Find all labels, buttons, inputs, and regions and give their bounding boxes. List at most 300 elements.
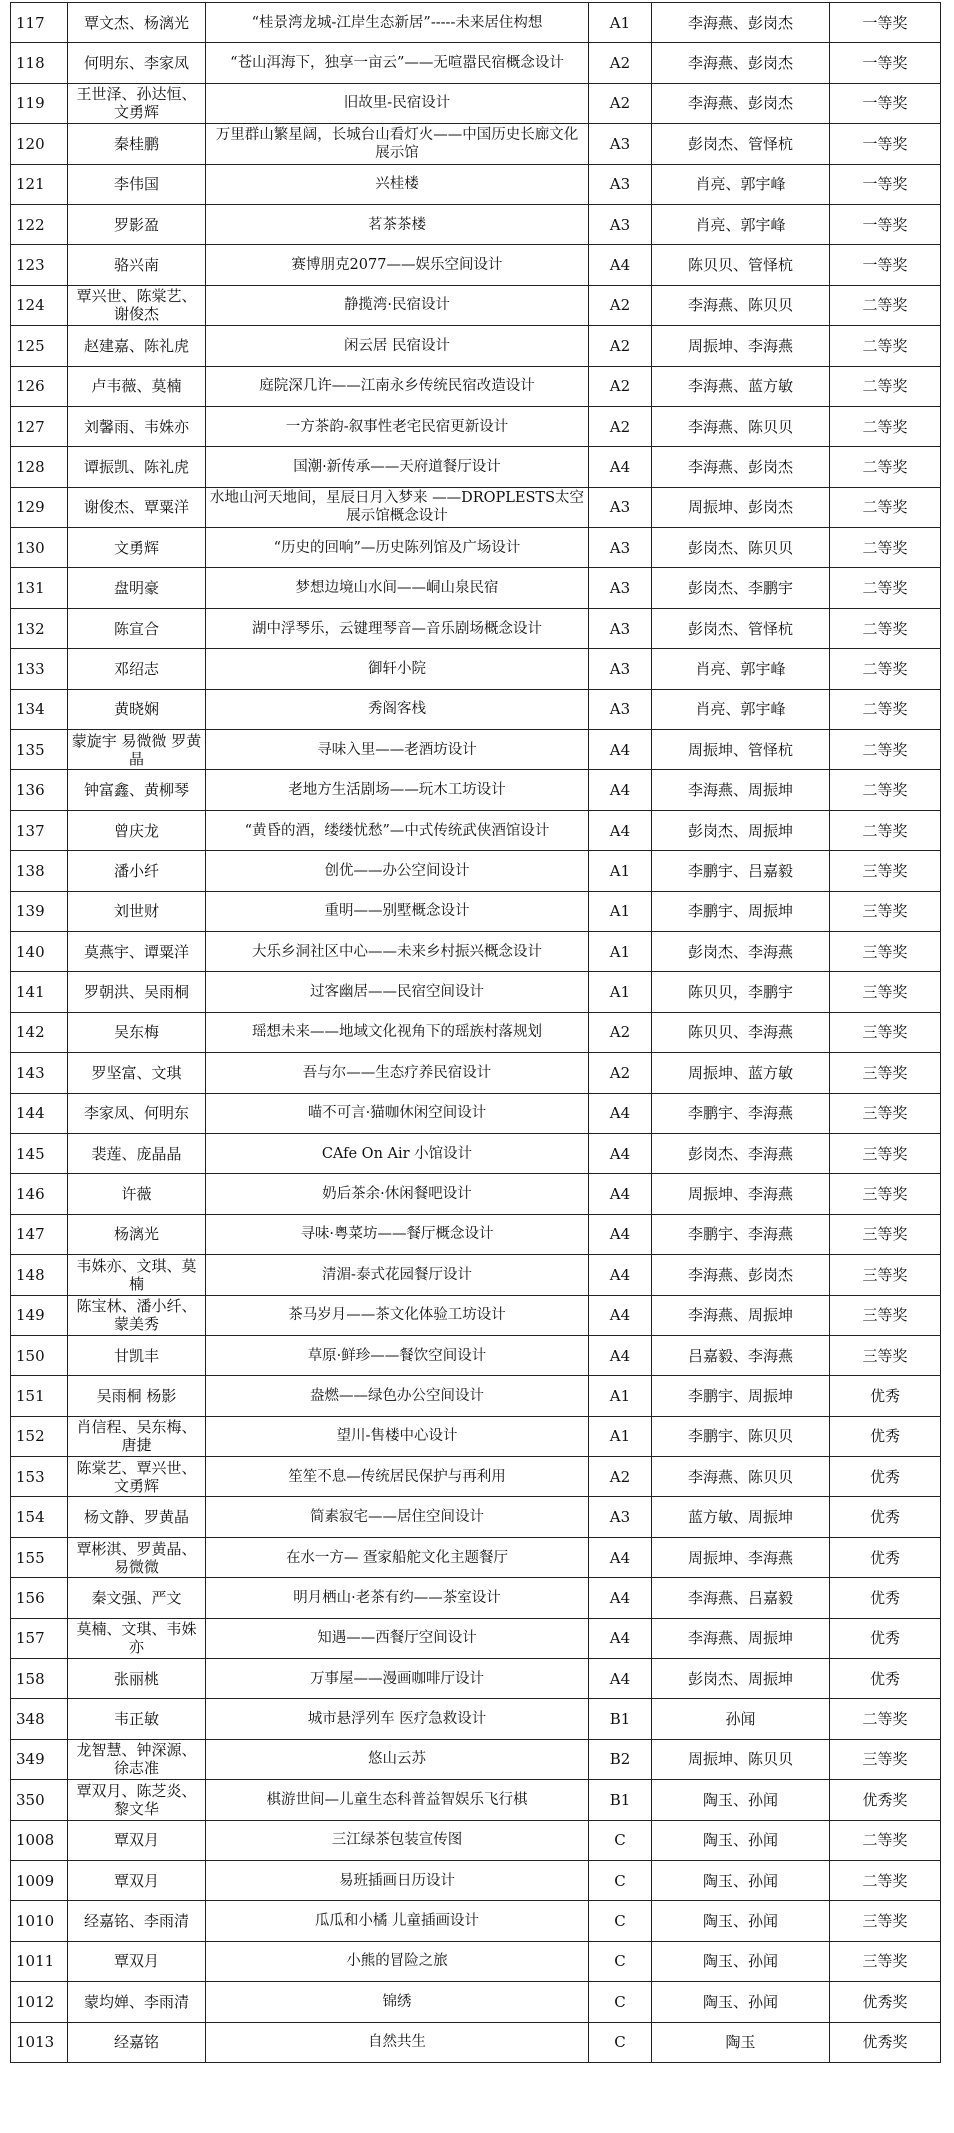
table-row (11, 528, 941, 568)
entry-authors: 杨文静、罗黄晶 (68, 1497, 206, 1537)
table-row (11, 1174, 941, 1214)
entry-group: A4 (589, 810, 652, 850)
entry-group: C (589, 1982, 652, 2022)
entry-authors: 谢俊杰、覃粟洋 (68, 487, 206, 527)
entry-award: 三等奖 (830, 1012, 941, 1052)
entry-advisors: 陶玉、孙闻 (652, 1780, 830, 1820)
entry-title: 梦想边境山水间——峒山泉民宿 (206, 568, 589, 608)
entry-advisors: 陶玉、孙闻 (652, 1941, 830, 1981)
entry-number: 138 (11, 851, 68, 891)
entry-group: C (589, 1901, 652, 1941)
entry-authors: 谭振凯、陈礼虎 (68, 447, 206, 487)
entry-number: 158 (11, 1659, 68, 1699)
table-row (11, 608, 941, 648)
entry-authors: 何明东、李家凤 (68, 43, 206, 83)
entry-group: A2 (589, 83, 652, 123)
entry-authors: 杨漓光 (68, 1214, 206, 1254)
entry-award: 优秀 (830, 1457, 941, 1497)
entry-number: 129 (11, 487, 68, 527)
entry-authors: 覃兴世、陈棠艺、谢俊杰 (68, 285, 206, 325)
entry-advisors: 陶玉、孙闻 (652, 1820, 830, 1860)
entry-number: 1008 (11, 1820, 68, 1860)
entry-group: A4 (589, 1537, 652, 1577)
entry-award: 一等奖 (830, 164, 941, 204)
entry-group: A4 (589, 1335, 652, 1375)
entry-award: 二等奖 (830, 810, 941, 850)
entry-number: 139 (11, 891, 68, 931)
entry-number: 118 (11, 43, 68, 83)
entry-award: 三等奖 (830, 1335, 941, 1375)
entry-group: A1 (589, 3, 652, 43)
entry-authors: 莫楠、文琪、韦姝亦 (68, 1618, 206, 1658)
entry-advisors: 李鹏宇、陈贝贝 (652, 1416, 830, 1456)
entry-group: A1 (589, 1376, 652, 1416)
entry-advisors: 彭岗杰、李海燕 (652, 1133, 830, 1173)
entry-advisors: 李鹏宇、周振坤 (652, 891, 830, 931)
entry-title: “黄昏的酒，缕缕忧愁”—中式传统武侠酒馆设计 (206, 810, 589, 850)
entry-number: 350 (11, 1780, 68, 1820)
entry-advisors: 李海燕、彭岗杰 (652, 43, 830, 83)
entry-group: A4 (589, 1255, 652, 1295)
entry-award: 二等奖 (830, 770, 941, 810)
entry-award: 优秀 (830, 1497, 941, 1537)
entry-number: 150 (11, 1335, 68, 1375)
entry-authors: 覃双月 (68, 1860, 206, 1900)
table-row (11, 1659, 941, 1699)
entry-title: 老地方生活剧场——玩木工坊设计 (206, 770, 589, 810)
entry-title: 易班插画日历设计 (206, 1860, 589, 1900)
entry-advisors: 李海燕、彭岗杰 (652, 1255, 830, 1295)
entry-authors: 张丽桃 (68, 1659, 206, 1699)
table-row (11, 447, 941, 487)
entry-award: 二等奖 (830, 528, 941, 568)
entry-number: 1009 (11, 1860, 68, 1900)
entry-group: A4 (589, 1659, 652, 1699)
entry-title: 重明——别墅概念设计 (206, 891, 589, 931)
entry-authors: 刘世财 (68, 891, 206, 931)
entry-number: 136 (11, 770, 68, 810)
entry-authors: 盘明豪 (68, 568, 206, 608)
entry-title: 御轩小院 (206, 649, 589, 689)
entry-title: 国潮·新传承——天府道餐厅设计 (206, 447, 589, 487)
entry-advisors: 李海燕、陈贝贝 (652, 1457, 830, 1497)
table-row (11, 487, 941, 527)
entry-advisors: 李鹏宇、李海燕 (652, 1214, 830, 1254)
entry-advisors: 李海燕、彭岗杰 (652, 3, 830, 43)
table-row (11, 1214, 941, 1254)
entry-group: B2 (589, 1739, 652, 1779)
table-row (11, 2022, 941, 2062)
entry-award: 三等奖 (830, 891, 941, 931)
entry-advisors: 李鹏宇、周振坤 (652, 1376, 830, 1416)
entry-authors: 刘馨雨、韦姝亦 (68, 406, 206, 446)
entry-number: 1012 (11, 1982, 68, 2022)
entry-authors: 潘小纤 (68, 851, 206, 891)
table-row (11, 649, 941, 689)
entry-title: 万事屋——漫画咖啡厅设计 (206, 1659, 589, 1699)
entry-title: 望川-售楼中心设计 (206, 1416, 589, 1456)
entry-title: 寻味·粤菜坊——餐厅概念设计 (206, 1214, 589, 1254)
table-row (11, 1053, 941, 1093)
entry-award: 优秀奖 (830, 1780, 941, 1820)
entry-title: 茗茶茶楼 (206, 204, 589, 244)
entry-authors: 秦文强、严文 (68, 1578, 206, 1618)
entry-group: A2 (589, 43, 652, 83)
entry-number: 121 (11, 164, 68, 204)
entry-authors: 覃彬淇、罗黄晶、易微微 (68, 1537, 206, 1577)
entry-advisors: 吕嘉毅、李海燕 (652, 1335, 830, 1375)
award-table-body (11, 3, 941, 2063)
entry-group: A4 (589, 1214, 652, 1254)
entry-number: 147 (11, 1214, 68, 1254)
entry-authors: 卢韦薇、莫楠 (68, 366, 206, 406)
entry-authors: 赵建嘉、陈礼虎 (68, 326, 206, 366)
entry-number: 146 (11, 1174, 68, 1214)
entry-title: 城市悬浮列车 医疗急救设计 (206, 1699, 589, 1739)
entry-group: A2 (589, 1053, 652, 1093)
table-row (11, 851, 941, 891)
entry-authors: 陈宝林、潘小纤、蒙美秀 (68, 1295, 206, 1335)
entry-group: A2 (589, 1012, 652, 1052)
entry-advisors: 彭岗杰、周振坤 (652, 1659, 830, 1699)
entry-title: 自然共生 (206, 2022, 589, 2062)
entry-advisors: 陈贝贝、李海燕 (652, 1012, 830, 1052)
entry-number: 349 (11, 1739, 68, 1779)
entry-advisors: 陶玉、孙闻 (652, 1982, 830, 2022)
entry-title: 知遇——西餐厅空间设计 (206, 1618, 589, 1658)
entry-title: 清湄-泰式花园餐厅设计 (206, 1255, 589, 1295)
entry-advisors: 李海燕、彭岗杰 (652, 83, 830, 123)
entry-award: 二等奖 (830, 1699, 941, 1739)
entry-number: 130 (11, 528, 68, 568)
entry-number: 117 (11, 3, 68, 43)
entry-number: 124 (11, 285, 68, 325)
entry-title: 兴桂楼 (206, 164, 589, 204)
entry-title: 湖中浮琴乐，云键理琴音—音乐剧场概念设计 (206, 608, 589, 648)
entry-title: 庭院深几许——江南永乡传统民宿改造设计 (206, 366, 589, 406)
entry-authors: 钟富鑫、黄柳琴 (68, 770, 206, 810)
entry-award: 三等奖 (830, 1295, 941, 1335)
entry-authors: 覃双月、陈芝炎、黎文华 (68, 1780, 206, 1820)
entry-title: 瑶想未来——地域文化视角下的瑶族村落规划 (206, 1012, 589, 1052)
entry-authors: 罗朝洪、吴雨桐 (68, 972, 206, 1012)
table-row (11, 931, 941, 971)
entry-advisors: 周振坤、李海燕 (652, 1174, 830, 1214)
entry-advisors: 李鹏宇、吕嘉毅 (652, 851, 830, 891)
entry-advisors: 李海燕、陈贝贝 (652, 406, 830, 446)
entry-group: C (589, 2022, 652, 2062)
entry-title: “苍山洱海下，独享一亩云”——无喧嚣民宿概念设计 (206, 43, 589, 83)
entry-award: 二等奖 (830, 1820, 941, 1860)
entry-group: A1 (589, 972, 652, 1012)
table-row (11, 689, 941, 729)
entry-award: 优秀 (830, 1578, 941, 1618)
entry-authors: 秦桂鹏 (68, 124, 206, 164)
table-row (11, 1416, 941, 1456)
entry-group: A3 (589, 649, 652, 689)
entry-group: A3 (589, 164, 652, 204)
entry-advisors: 李海燕、周振坤 (652, 770, 830, 810)
entry-authors: 王世泽、孙达恒、文勇辉 (68, 83, 206, 123)
table-row (11, 83, 941, 123)
table-row (11, 1295, 941, 1335)
entry-group: A4 (589, 770, 652, 810)
entry-group: A3 (589, 204, 652, 244)
entry-number: 133 (11, 649, 68, 689)
table-row (11, 1133, 941, 1173)
entry-award: 三等奖 (830, 851, 941, 891)
table-row (11, 406, 941, 446)
entry-advisors: 李海燕、周振坤 (652, 1295, 830, 1335)
table-row (11, 1457, 941, 1497)
entry-award: 二等奖 (830, 326, 941, 366)
entry-advisors: 孙闻 (652, 1699, 830, 1739)
entry-group: A1 (589, 1416, 652, 1456)
entry-authors: 覃文杰、杨漓光 (68, 3, 206, 43)
entry-authors: 李伟国 (68, 164, 206, 204)
entry-award: 二等奖 (830, 649, 941, 689)
table-row (11, 124, 941, 164)
table-row (11, 1739, 941, 1779)
entry-award: 二等奖 (830, 730, 941, 770)
entry-advisors: 陈贝贝、管怿杭 (652, 245, 830, 285)
entry-group: A4 (589, 1578, 652, 1618)
entry-award: 一等奖 (830, 43, 941, 83)
table-row (11, 730, 941, 770)
entry-group: A1 (589, 851, 652, 891)
entry-title: 盎燃——绿色办公空间设计 (206, 1376, 589, 1416)
entry-advisors: 肖亮、郭宇峰 (652, 164, 830, 204)
entry-award: 优秀 (830, 1416, 941, 1456)
entry-number: 132 (11, 608, 68, 648)
entry-award: 二等奖 (830, 366, 941, 406)
entry-number: 1013 (11, 2022, 68, 2062)
entry-authors: 裴莲、庞晶晶 (68, 1133, 206, 1173)
entry-advisors: 彭岗杰、周振坤 (652, 810, 830, 850)
entry-group: A4 (589, 245, 652, 285)
entry-advisors: 陶玉 (652, 2022, 830, 2062)
entry-authors: 陈宣合 (68, 608, 206, 648)
entry-group: A2 (589, 406, 652, 446)
entry-award: 一等奖 (830, 83, 941, 123)
entry-award: 二等奖 (830, 487, 941, 527)
entry-group: A4 (589, 447, 652, 487)
entry-title: 一方茶韵-叙事性老宅民宿更新设计 (206, 406, 589, 446)
table-row (11, 164, 941, 204)
entry-number: 1010 (11, 1901, 68, 1941)
entry-group: C (589, 1860, 652, 1900)
entry-number: 123 (11, 245, 68, 285)
entry-award: 优秀 (830, 1659, 941, 1699)
entry-advisors: 彭岗杰、管怿杭 (652, 608, 830, 648)
entry-authors: 李家凤、何明东 (68, 1093, 206, 1133)
table-row (11, 1618, 941, 1658)
entry-title: 水地山河天地间，星辰日月入梦来 ——DROPLESTS太空展示馆概念设计 (206, 487, 589, 527)
table-row (11, 204, 941, 244)
entry-advisors: 彭岗杰、李鹏宇 (652, 568, 830, 608)
table-row (11, 3, 941, 43)
entry-advisors: 周振坤、李海燕 (652, 1537, 830, 1577)
entry-group: C (589, 1941, 652, 1981)
entry-authors: 吴东梅 (68, 1012, 206, 1052)
entry-title: 吾与尔——生态疗养民宿设计 (206, 1053, 589, 1093)
entry-award: 二等奖 (830, 689, 941, 729)
entry-number: 1011 (11, 1941, 68, 1981)
entry-advisors: 李海燕、蓝方敏 (652, 366, 830, 406)
entry-authors: 蒙均婵、李雨清 (68, 1982, 206, 2022)
entry-award: 二等奖 (830, 447, 941, 487)
entry-award: 三等奖 (830, 1214, 941, 1254)
table-row (11, 770, 941, 810)
entry-authors: 陈棠艺、覃兴世、文勇辉 (68, 1457, 206, 1497)
entry-title: 悠山云苏 (206, 1739, 589, 1779)
entry-title: 笙笙不息—传统居民保护与再利用 (206, 1457, 589, 1497)
entry-number: 143 (11, 1053, 68, 1093)
entry-title: 在水一方— 疍家船舵文化主题餐厅 (206, 1537, 589, 1577)
entry-authors: 黄晓娴 (68, 689, 206, 729)
entry-award: 优秀 (830, 1618, 941, 1658)
entry-number: 134 (11, 689, 68, 729)
entry-number: 157 (11, 1618, 68, 1658)
entry-authors: 曾庆龙 (68, 810, 206, 850)
entry-group: A4 (589, 1093, 652, 1133)
entry-advisors: 彭岗杰、李海燕 (652, 931, 830, 971)
entry-group: B1 (589, 1780, 652, 1820)
entry-authors: 覃双月 (68, 1941, 206, 1981)
entry-title: 小熊的冒险之旅 (206, 1941, 589, 1981)
entry-title: 过客幽居——民宿空间设计 (206, 972, 589, 1012)
table-row (11, 1860, 941, 1900)
entry-advisors: 蓝方敏、周振坤 (652, 1497, 830, 1537)
entry-number: 145 (11, 1133, 68, 1173)
entry-authors: 许薇 (68, 1174, 206, 1214)
entry-group: A4 (589, 730, 652, 770)
entry-award: 一等奖 (830, 124, 941, 164)
entry-award: 优秀 (830, 1537, 941, 1577)
entry-advisors: 周振坤、蓝方敏 (652, 1053, 830, 1093)
entry-advisors: 李海燕、吕嘉毅 (652, 1578, 830, 1618)
entry-title: 赛博朋克2077——娱乐空间设计 (206, 245, 589, 285)
entry-number: 125 (11, 326, 68, 366)
entry-award: 二等奖 (830, 568, 941, 608)
table-row (11, 972, 941, 1012)
table-row (11, 1820, 941, 1860)
entry-group: C (589, 1820, 652, 1860)
table-row (11, 1982, 941, 2022)
entry-advisors: 肖亮、郭宇峰 (652, 689, 830, 729)
entry-advisors: 李鹏宇、李海燕 (652, 1093, 830, 1133)
entry-group: A3 (589, 487, 652, 527)
entry-advisors: 周振坤、管怿杭 (652, 730, 830, 770)
entry-award: 一等奖 (830, 204, 941, 244)
entry-award: 优秀奖 (830, 1982, 941, 2022)
entry-authors: 蒙旋宇 易微微 罗黄晶 (68, 730, 206, 770)
entry-award: 三等奖 (830, 931, 941, 971)
entry-award: 一等奖 (830, 3, 941, 43)
entry-group: A3 (589, 568, 652, 608)
entry-number: 153 (11, 1457, 68, 1497)
entry-title: 喵不可言·猫咖休闲空间设计 (206, 1093, 589, 1133)
entry-authors: 罗影盈 (68, 204, 206, 244)
entry-title: 静揽湾·民宿设计 (206, 285, 589, 325)
entry-title: 棋游世间—儿童生态科普益智娱乐飞行棋 (206, 1780, 589, 1820)
entry-authors: 骆兴南 (68, 245, 206, 285)
entry-award: 三等奖 (830, 1255, 941, 1295)
entry-award: 三等奖 (830, 1133, 941, 1173)
entry-title: “桂景湾龙城-江岸生态新居”-----未来居住构想 (206, 3, 589, 43)
entry-group: A4 (589, 1174, 652, 1214)
table-row (11, 1255, 941, 1295)
entry-group: A3 (589, 689, 652, 729)
entry-number: 122 (11, 204, 68, 244)
entry-number: 154 (11, 1497, 68, 1537)
entry-group: B1 (589, 1699, 652, 1739)
entry-authors: 吴雨桐 杨影 (68, 1376, 206, 1416)
entry-title: 寻味入里——老酒坊设计 (206, 730, 589, 770)
entry-authors: 邓绍志 (68, 649, 206, 689)
entry-award: 优秀 (830, 1376, 941, 1416)
entry-title: 闲云居 民宿设计 (206, 326, 589, 366)
award-table-page (10, 2, 940, 2063)
entry-group: A2 (589, 1457, 652, 1497)
table-row (11, 1578, 941, 1618)
entry-advisors: 李海燕、彭岗杰 (652, 447, 830, 487)
entry-award: 一等奖 (830, 245, 941, 285)
table-row (11, 366, 941, 406)
entry-number: 149 (11, 1295, 68, 1335)
entry-title: 大乐乡洞社区中心——未来乡村振兴概念设计 (206, 931, 589, 971)
entry-title: 旧故里-民宿设计 (206, 83, 589, 123)
entry-number: 119 (11, 83, 68, 123)
entry-award: 三等奖 (830, 1093, 941, 1133)
entry-title: 明月栖山·老茶有约——茶室设计 (206, 1578, 589, 1618)
entry-award: 三等奖 (830, 1053, 941, 1093)
entry-title: CAfe On Air 小馆设计 (206, 1133, 589, 1173)
entry-award: 优秀奖 (830, 2022, 941, 2062)
entry-authors: 韦正敏 (68, 1699, 206, 1739)
entry-number: 137 (11, 810, 68, 850)
entry-title: 简素寂宅——居住空间设计 (206, 1497, 589, 1537)
entry-award: 三等奖 (830, 1901, 941, 1941)
entry-title: 创优——办公空间设计 (206, 851, 589, 891)
entry-group: A3 (589, 528, 652, 568)
entry-group: A2 (589, 326, 652, 366)
table-row (11, 1012, 941, 1052)
entry-number: 141 (11, 972, 68, 1012)
entry-title: 奶后茶余·休闲餐吧设计 (206, 1174, 589, 1214)
entry-number: 131 (11, 568, 68, 608)
table-row (11, 1941, 941, 1981)
entry-title: “历史的回响”—历史陈列馆及广场设计 (206, 528, 589, 568)
entry-advisors: 彭岗杰、管怿杭 (652, 124, 830, 164)
entry-group: A1 (589, 891, 652, 931)
entry-title: 三江绿茶包装宣传图 (206, 1820, 589, 1860)
entry-advisors: 陈贝贝，李鹏宇 (652, 972, 830, 1012)
entry-award: 三等奖 (830, 1174, 941, 1214)
entry-authors: 经嘉铭 (68, 2022, 206, 2062)
entry-advisors: 陶玉、孙闻 (652, 1860, 830, 1900)
entry-group: A4 (589, 1618, 652, 1658)
entry-number: 144 (11, 1093, 68, 1133)
entry-award: 二等奖 (830, 608, 941, 648)
entry-award: 二等奖 (830, 406, 941, 446)
entry-number: 156 (11, 1578, 68, 1618)
entry-advisors: 彭岗杰、陈贝贝 (652, 528, 830, 568)
entry-group: A3 (589, 124, 652, 164)
entry-title: 茶马岁月——茶文化体验工坊设计 (206, 1295, 589, 1335)
table-row (11, 245, 941, 285)
entry-title: 锦绣 (206, 1982, 589, 2022)
